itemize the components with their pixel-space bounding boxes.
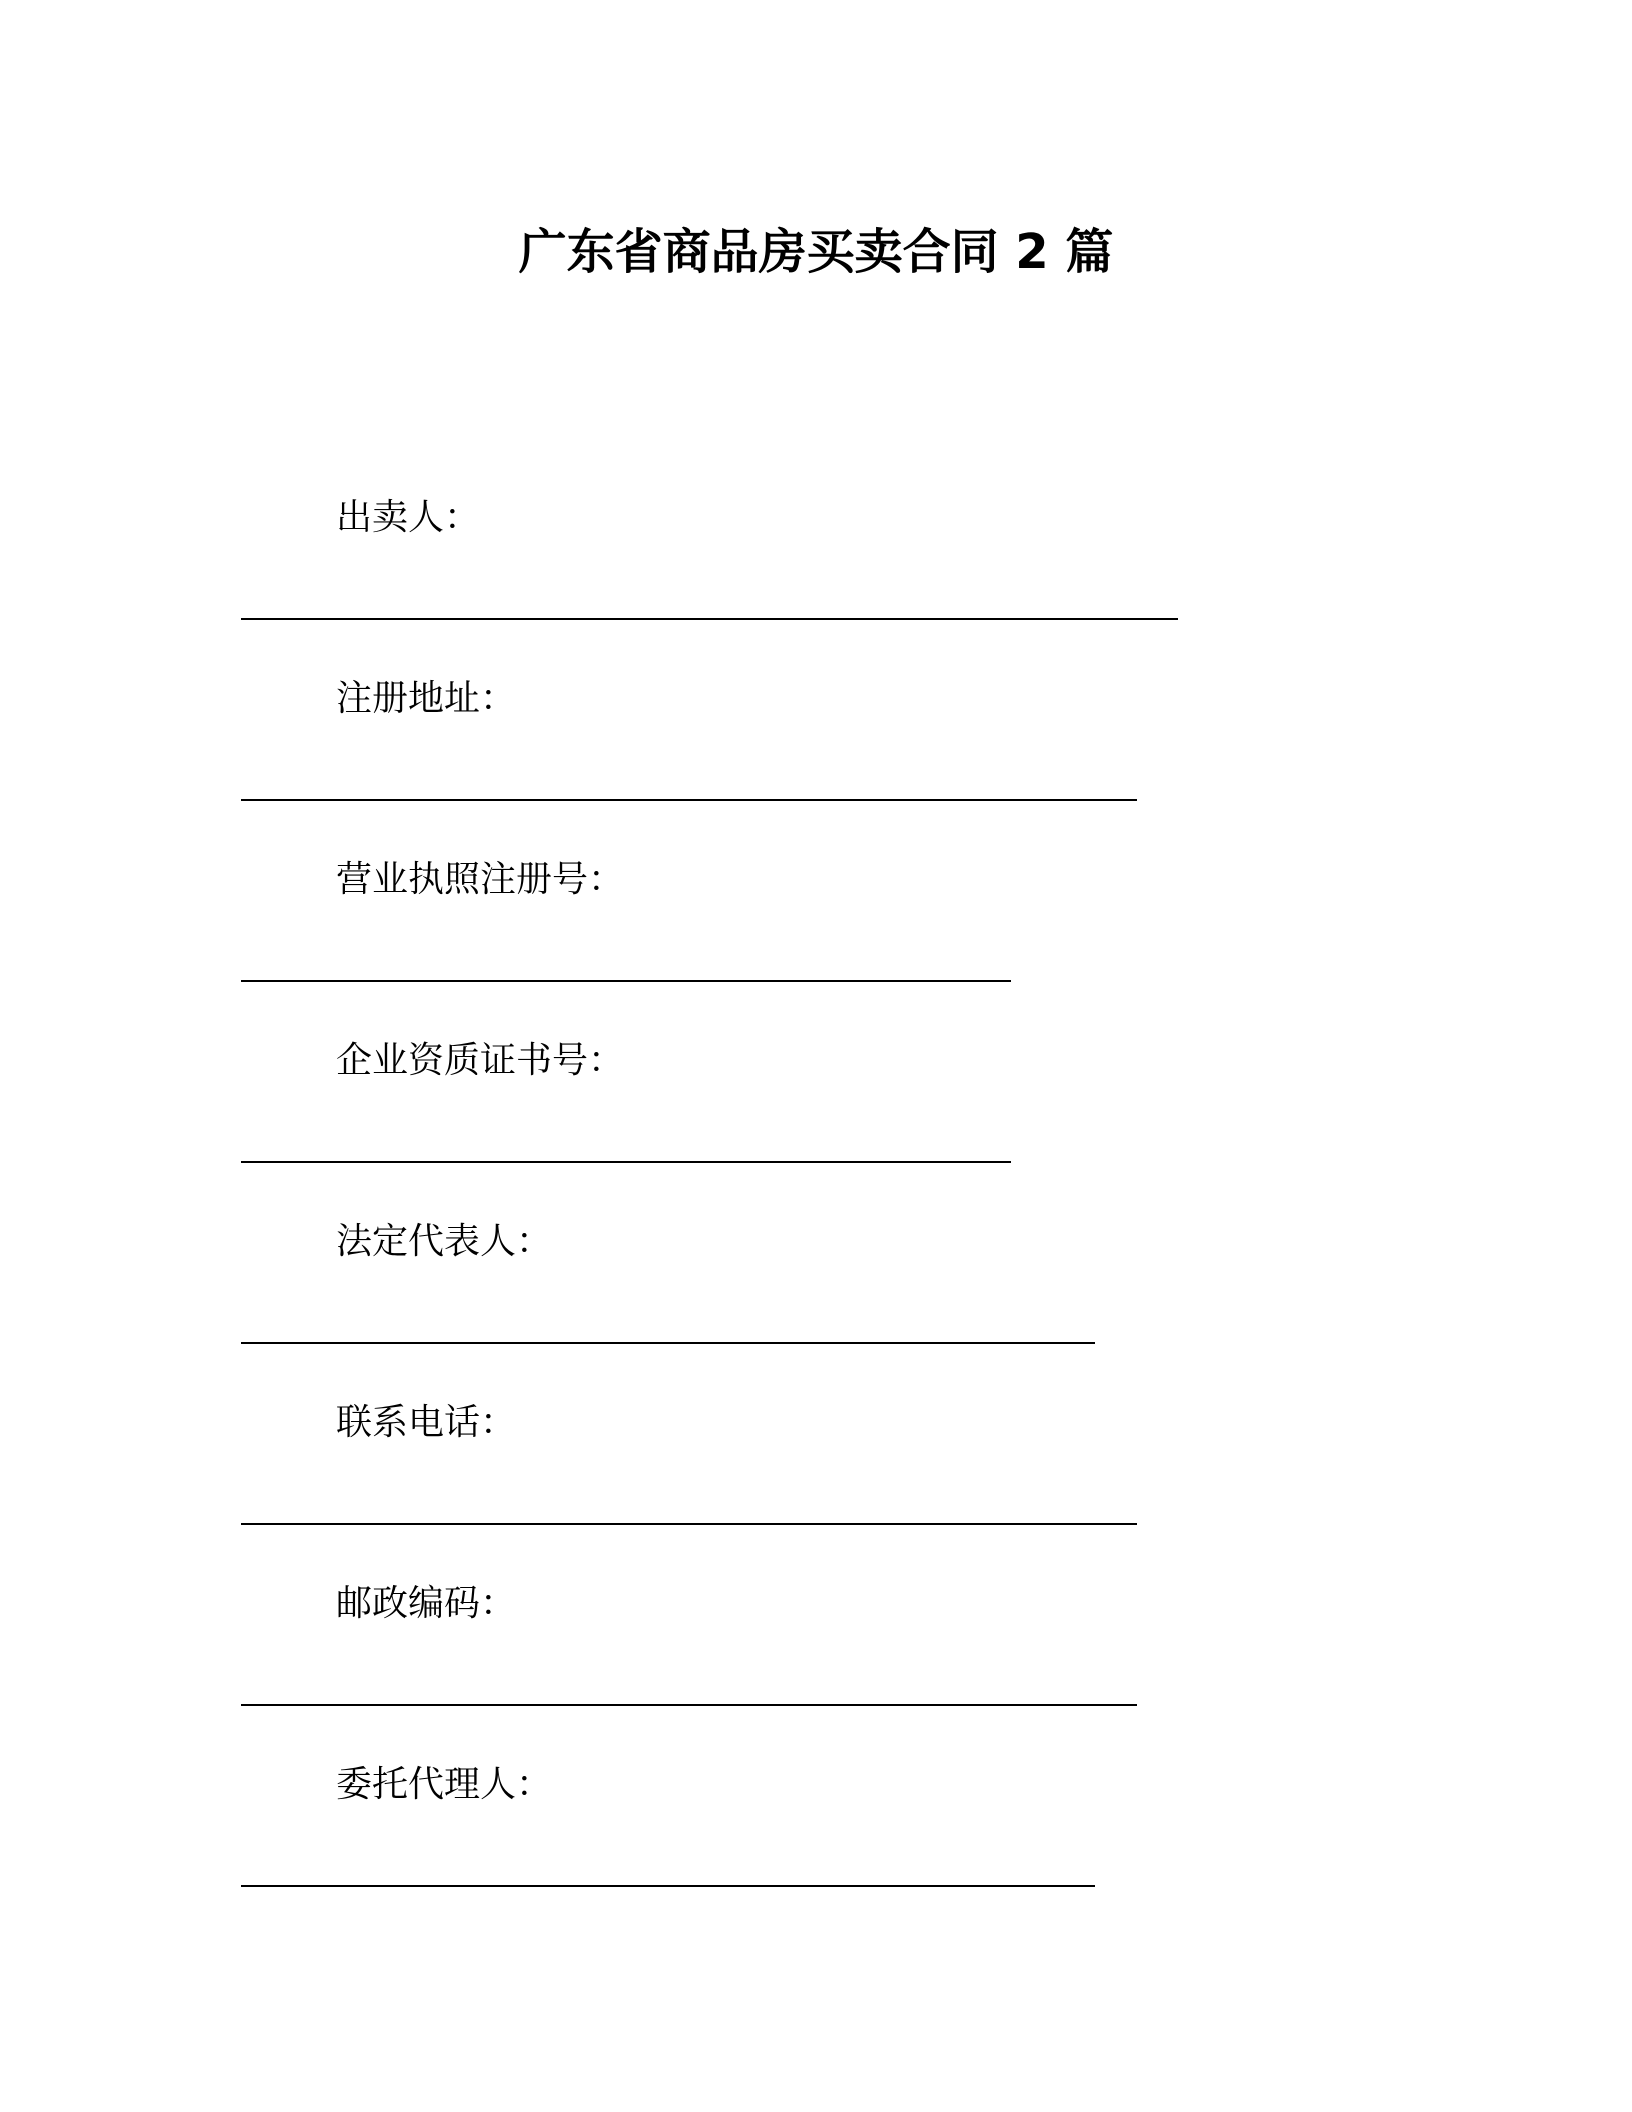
authorized-agent-blank-line — [241, 1885, 1095, 1887]
business-license-number-label: 营业执照注册号： — [336, 859, 625, 900]
legal-representative-label: 法定代表人： — [336, 1221, 553, 1262]
postal-code-label: 邮政编码： — [336, 1583, 517, 1624]
seller-label: 出卖人： — [336, 497, 481, 538]
qualification-certificate-number-blank-line — [241, 1161, 1011, 1163]
business-license-number-blank-line — [241, 980, 1011, 982]
document-title: 广东省商品房买卖合同 2 篇 — [518, 224, 1114, 280]
qualification-certificate-number-label: 企业资质证书号： — [336, 1040, 625, 1081]
registered-address-blank-line — [241, 799, 1137, 801]
contact-phone-blank-line — [241, 1523, 1137, 1525]
legal-representative-blank-line — [241, 1342, 1095, 1344]
postal-code-blank-line — [241, 1704, 1137, 1706]
contact-phone-label: 联系电话： — [336, 1402, 517, 1443]
seller-blank-line — [241, 618, 1178, 620]
registered-address-label: 注册地址： — [336, 678, 517, 719]
authorized-agent-label: 委托代理人： — [336, 1764, 553, 1805]
